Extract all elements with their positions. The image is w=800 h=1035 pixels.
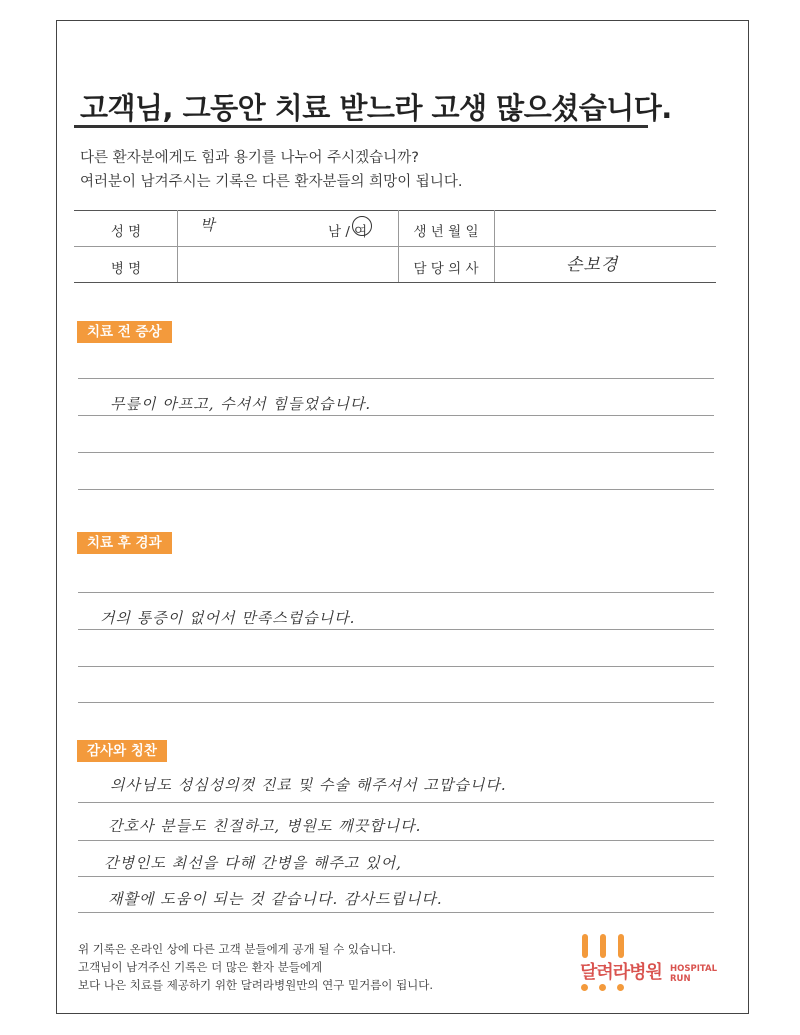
page-title: 고객님, 그동안 치료 받느라 고생 많으셨습니다. xyxy=(80,91,672,125)
answer-thanks-line-2[interactable]: 간호사 분들도 친절하고, 병원도 깨끗합니다. xyxy=(108,817,422,835)
form-bottom-border xyxy=(74,282,716,283)
rule xyxy=(78,629,714,630)
answer-before-line-1[interactable]: 무릎이 아프고, 수셔서 힘들었습니다. xyxy=(110,395,372,413)
rule xyxy=(78,840,714,841)
form-middle-border xyxy=(74,246,716,247)
logo-dot-icon xyxy=(617,984,624,991)
answer-after-line-1[interactable]: 거의 통증이 없어서 만족스럽습니다. xyxy=(100,609,356,627)
title-underline xyxy=(74,125,648,128)
rule xyxy=(78,912,714,913)
logo-bar-icon xyxy=(600,934,606,958)
logo-bar-icon xyxy=(582,934,588,958)
rule xyxy=(78,489,714,490)
hospital-logo xyxy=(580,936,720,996)
form-top-border xyxy=(74,210,716,211)
rule xyxy=(78,876,714,877)
footer-line-2: 고객님이 남겨주신 기록은 더 많은 환자 분들에게 xyxy=(78,960,323,974)
section-badge-before: 치료 전 증상 xyxy=(77,321,172,343)
doctor-label: 담 당 의 사 xyxy=(413,261,479,277)
rule xyxy=(78,415,714,416)
logo-bar-icon xyxy=(618,934,624,958)
name-label: 성 명 xyxy=(110,224,142,240)
gender-selected-circle xyxy=(352,216,372,236)
logo-name-ko: 달려라병원 xyxy=(580,962,662,983)
logo-dot-icon xyxy=(581,984,588,991)
doctor-value[interactable]: 손보경 xyxy=(566,255,619,275)
rule xyxy=(78,802,714,803)
disease-label: 병 명 xyxy=(110,261,142,277)
logo-dot-icon xyxy=(599,984,606,991)
section-badge-thanks: 감사와 칭찬 xyxy=(77,740,167,762)
intro-line-1: 다른 환자분에게도 힘과 용기를 나누어 주시겠습니까? xyxy=(80,150,419,166)
answer-thanks-line-1[interactable]: 의사님도 성심성의껏 진료 및 수술 해주셔서 고맙습니다. xyxy=(110,776,507,794)
logo-name-en-top: HOSPITAL xyxy=(670,964,717,974)
footer-line-3: 보다 나은 치료를 제공하기 위한 달려라병원만의 연구 밑거름이 됩니다. xyxy=(78,978,434,992)
rule xyxy=(78,702,714,703)
logo-name-en-bottom: RUN xyxy=(670,974,691,984)
form-divider-2 xyxy=(398,210,399,282)
form-divider-1 xyxy=(177,210,178,282)
intro-line-2: 여러분이 남겨주시는 기록은 다른 환자분들의 희망이 됩니다. xyxy=(80,174,463,190)
answer-thanks-line-3[interactable]: 간병인도 최선을 다해 간병을 해주고 있어, xyxy=(104,854,402,872)
gender-options[interactable]: 남 / 여 xyxy=(328,224,368,240)
name-value[interactable]: 박 xyxy=(200,216,216,234)
section-badge-after: 치료 후 경과 xyxy=(77,532,172,554)
rule xyxy=(78,666,714,667)
footer-line-1: 위 기록은 온라인 상에 다른 고객 분들에게 공개 될 수 있습니다. xyxy=(78,942,396,956)
rule xyxy=(78,452,714,453)
birth-label: 생 년 월 일 xyxy=(413,224,479,240)
form-divider-3 xyxy=(494,210,495,282)
rule xyxy=(78,592,714,593)
answer-thanks-line-4[interactable]: 재활에 도움이 되는 것 같습니다. 감사드립니다. xyxy=(108,890,443,908)
rule xyxy=(78,378,714,379)
